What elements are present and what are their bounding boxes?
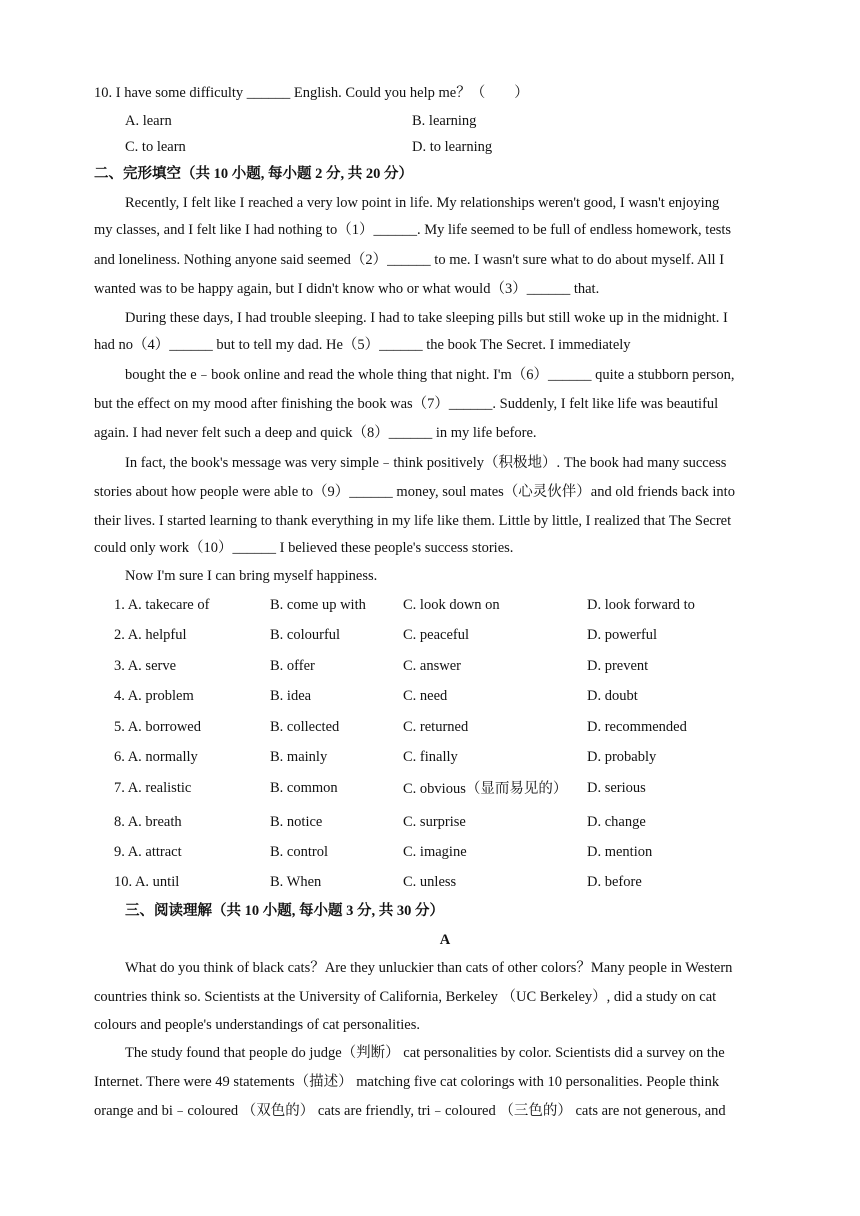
cloze-option: C. obvious（显而易见的）	[403, 781, 568, 797]
cloze-option: D. powerful	[587, 627, 658, 643]
cloze-option: 6. A. normally	[114, 749, 198, 765]
cloze-section-heading: 二、完形填空（共 10 小题, 每小题 2 分, 共 20 分）	[94, 166, 413, 182]
cloze-option: B. offer	[270, 658, 315, 674]
cloze-passage-line: During these days, I had trouble sleeping. I had to take sleeping pills but still woke up in the midnight. I	[125, 310, 728, 326]
cloze-passage-line: had no（4）______ but to tell my dad. He（5）______ the book The Secret. I immediately	[94, 337, 631, 353]
cloze-option: 4. A. problem	[114, 688, 194, 704]
cloze-option: C. surprise	[403, 814, 466, 830]
cloze-passage-line: Recently, I felt like I reached a very low point in life. My relationships weren't good, I wasn't enjoying	[125, 195, 720, 211]
cloze-option: C. returned	[403, 719, 469, 735]
question-10-stem: 10. I have some difficulty ______ English. Could you help me？（ ）	[94, 85, 529, 101]
cloze-option: 10. A. until	[114, 874, 180, 890]
cloze-passage-line: stories about how people were able to（9）______ money, soul mates（心灵伙伴）and old friends back into	[94, 484, 735, 500]
cloze-option: 3. A. serve	[114, 658, 177, 674]
cloze-option: C. imagine	[403, 844, 467, 860]
cloze-option: D. doubt	[587, 688, 638, 704]
cloze-option: D. prevent	[587, 658, 649, 674]
cloze-option: D. serious	[587, 780, 646, 796]
cloze-passage-line: their lives. I started learning to thank everything in my life like them. Little by little, I realized that The Secret	[94, 513, 732, 529]
cloze-option: 7. A. realistic	[114, 780, 192, 796]
cloze-option: B. control	[270, 844, 328, 860]
reading-passage-line: countries think so. Scientists at the University of California, Berkeley （UC Berkeley）, did a study on cat	[94, 989, 717, 1005]
cloze-option: C. unless	[403, 874, 457, 890]
question-10-option-d: D. to learning	[412, 139, 493, 155]
cloze-option: 8. A. breath	[114, 814, 182, 830]
cloze-option: C. look down on	[403, 597, 500, 613]
cloze-passage-line: and loneliness. Nothing anyone said seemed（2）______ to me. I wasn't sure what to do about myself. All I	[94, 252, 725, 268]
cloze-passage-line: Now I'm sure I can bring myself happiness.	[125, 568, 378, 584]
reading-passage-label: A	[439, 932, 451, 948]
cloze-option: B. colourful	[270, 627, 341, 643]
cloze-option: 2. A. helpful	[114, 627, 187, 643]
cloze-option: D. look forward to	[587, 597, 695, 613]
reading-passage-line: What do you think of black cats？Are they unluckier than cats of other colors？Many people in Western	[125, 960, 733, 976]
cloze-passage-line: wanted was to be happy again, but I didn't know who or what would（3）______ that.	[94, 281, 600, 297]
cloze-option: D. mention	[587, 844, 653, 860]
cloze-option: 5. A. borrowed	[114, 719, 201, 735]
cloze-option: C. finally	[403, 749, 458, 765]
cloze-option: B. come up with	[270, 597, 366, 613]
cloze-option: B. notice	[270, 814, 323, 830]
cloze-option: B. common	[270, 780, 338, 796]
question-10-option-b: B. learning	[412, 113, 477, 129]
cloze-option: D. probably	[587, 749, 657, 765]
cloze-passage-line: but the effect on my mood after finishing the book was（7）______. Suddenly, I felt like life was beautiful	[94, 396, 719, 412]
reading-passage-line: The study found that people do judge（判断） cat personalities by color. Scientists did a survey on the	[125, 1045, 725, 1061]
cloze-option: D. recommended	[587, 719, 687, 735]
cloze-option: C. need	[403, 688, 448, 704]
cloze-passage-line: could only work（10）______ I believed these people's success stories.	[94, 540, 514, 556]
cloze-passage-line: my classes, and I felt like I had nothing to（1）______. My life seemed to be full of endless homework, tests	[94, 222, 732, 238]
cloze-option: 1. A. takecare of	[114, 597, 210, 613]
cloze-passage-line: bought the e﹣book online and read the whole thing that night. I'm（6）______ quite a stubborn person,	[125, 367, 735, 383]
cloze-passage-line: again. I had never felt such a deep and quick（8）______ in my life before.	[94, 425, 537, 441]
cloze-option: D. change	[587, 814, 646, 830]
cloze-option: B. idea	[270, 688, 312, 704]
cloze-option: 9. A. attract	[114, 844, 182, 860]
question-10-option-c: C. to learn	[125, 139, 186, 155]
question-10-option-a: A. learn	[125, 113, 172, 129]
reading-passage-line: colours and people's understandings of cat personalities.	[94, 1017, 420, 1033]
reading-section-heading: 三、阅读理解（共 10 小题, 每小题 3 分, 共 30 分）	[125, 903, 444, 919]
cloze-option: B. When	[270, 874, 322, 890]
reading-passage-line: orange and bi﹣coloured （双色的） cats are friendly, tri﹣coloured （三色的） cats are not generous, and	[94, 1103, 726, 1119]
cloze-option: B. mainly	[270, 749, 328, 765]
cloze-option: B. collected	[270, 719, 340, 735]
cloze-option: C. peaceful	[403, 627, 470, 643]
cloze-option: D. before	[587, 874, 642, 890]
cloze-passage-line: In fact, the book's message was very simple﹣think positively（积极地）. The book had many success	[125, 455, 727, 471]
cloze-option: C. answer	[403, 658, 461, 674]
reading-passage-line: Internet. There were 49 statements（描述） matching five cat colorings with 10 personalities. People think	[94, 1074, 720, 1090]
